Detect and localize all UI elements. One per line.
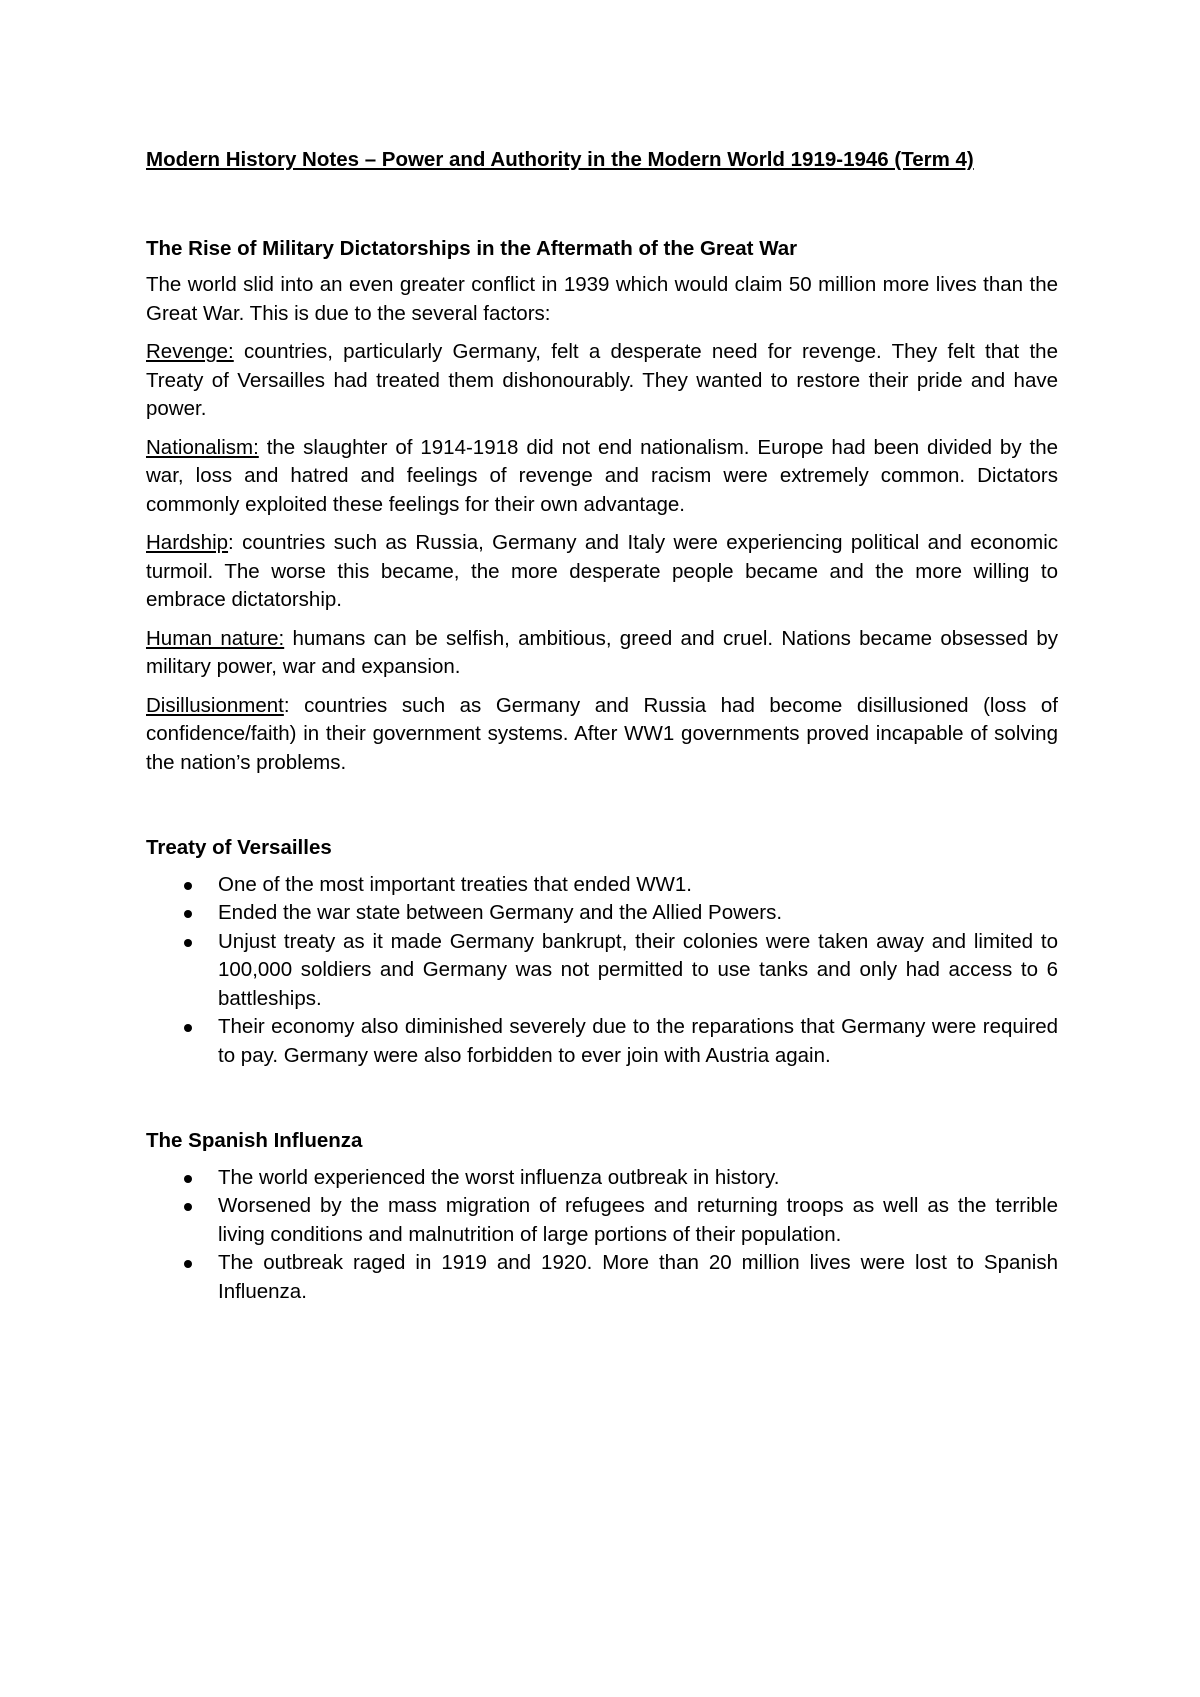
factor-disillusionment [146, 692, 1058, 778]
factor-human-nature [146, 625, 1058, 682]
section-heading-dictatorships: The Rise of Military Dictatorships in the Aftermath of the Great War [146, 236, 798, 260]
factor-term: Nationalism: [146, 435, 259, 459]
factor-term: Revenge: [146, 340, 234, 363]
influenza-bullet-list [146, 1164, 1058, 1307]
list-item: Their economy also diminished severely due to the reparations that Germany were required to pay. Germany were also forbidden to ever join with Austria again. [146, 1013, 1058, 1070]
factor-term: Disillusionment [146, 693, 284, 717]
section-heading-versailles: Treaty of Versailles [146, 836, 332, 859]
list-item: Unjust treaty as it made Germany bankrupt, their colonies were taken away and limited to 100,000 soldiers and Germany was not permitted to use tanks and only had access to 6 battleships. [146, 928, 1058, 1014]
factor-term: Hardship [146, 531, 229, 554]
factor-text: the slaughter of 1914-1918 did not end nationalism. Europe had been divided by the war, loss and hatred and feelings of revenge and racism were extremely common. Dictators commonly exploited these feelings for their own advantage. [146, 435, 1058, 516]
list-item: The world experienced the worst influenza outbreak in history. [146, 1164, 1058, 1193]
document-page [146, 146, 1058, 1306]
factor-hardship [146, 529, 1058, 615]
factor-revenge [146, 338, 1058, 424]
section-heading-influenza: The Spanish Influenza [146, 1129, 363, 1152]
list-item: One of the most important treaties that ended WW1. [146, 871, 1058, 900]
list-item: Ended the war state between Germany and the Allied Powers. [146, 899, 1058, 928]
factor-text: : countries such as Russia, Germany and Italy were experiencing political and economic turmoil. The worse this became, the more desperate people became and the more willing to embrace dictatorship. [146, 531, 1058, 611]
list-item: The outbreak raged in 1919 and 1920. More than 20 million lives were lost to Spanish Influenza. [146, 1249, 1058, 1306]
section-spacer [146, 787, 1058, 834]
list-item: Worsened by the mass migration of refugees and returning troops as well as the terrible living conditions and malnutrition of large portions of their population. [146, 1192, 1058, 1249]
document-title: Modern History Notes – Power and Authority in the Modern World 1919-1946 (Term 4) [146, 148, 974, 171]
factor-nationalism [146, 434, 1058, 520]
factor-text: : countries such as Germany and Russia had become disillusioned (loss of confidence/faith) in their government systems. After WW1 governments proved incapable of solving the nation’s problems. [146, 693, 1058, 774]
factor-text: countries, particularly Germany, felt a desperate need for revenge. They felt that the Treaty of Versailles had treated them dishonourably. They wanted to restore their pride and have power. [146, 340, 1058, 420]
versailles-bullet-list [146, 871, 1058, 1071]
section-intro: The world slid into an even greater conflict in 1939 which would claim 50 million more lives than the Great War. This is due to the several factors: [146, 273, 1058, 325]
section-spacer [146, 1070, 1058, 1127]
factor-term: Human nature: [146, 626, 285, 650]
factor-text: humans can be selfish, ambitious, greed and cruel. Nations became obsessed by military power, war and expansion. [146, 626, 1058, 678]
